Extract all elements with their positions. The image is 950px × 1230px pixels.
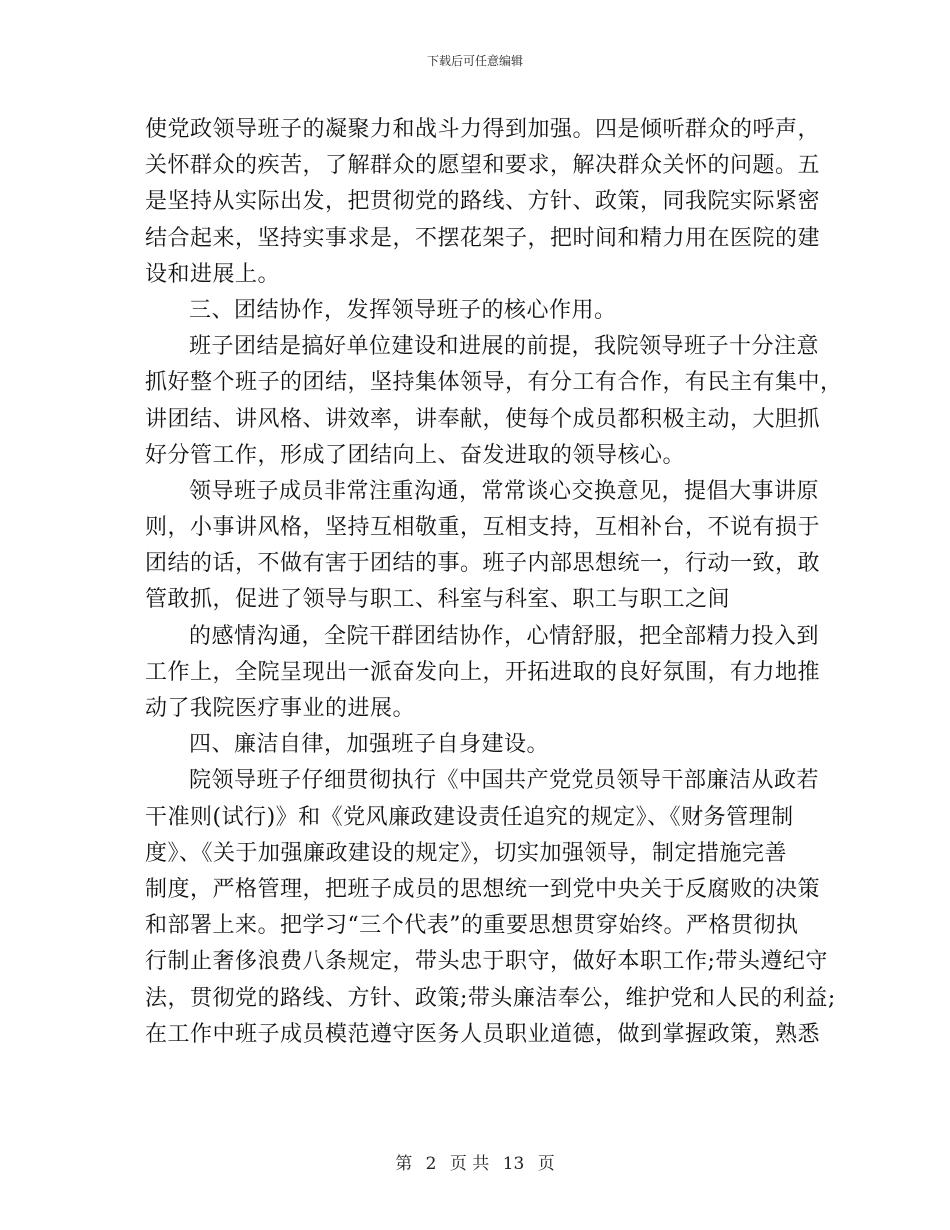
text-line: 结合起来，坚持实事求是，不摆花架子，把时间和精力用在医院的建 <box>145 225 821 251</box>
text-line: 使党政领导班子的凝聚力和战斗力得到加强。四是倾听群众的呼声， <box>145 117 821 142</box>
text-line: 管敢抓，促进了领导与职工、科室与科室、职工与职工之间 <box>145 587 731 613</box>
page-footer <box>0 1153 950 1175</box>
text-line: 领导班子成员非常注重沟通，常常谈心交换意见，提倡大事讲原 <box>189 478 820 504</box>
text-line: 设和进展上。 <box>145 261 281 287</box>
text-line: 在工作中班子成员模范遵守医务人员职业道德，做到掌握政策，熟悉 <box>145 1021 821 1047</box>
text-line: 院领导班子仔细贯彻执行《中国共产党党员领导干部廉洁从政若 <box>189 768 820 794</box>
text-line: 法，贯彻党的路线、方针、政策;带头廉洁奉公，维护党和人民的利益; <box>145 985 836 1011</box>
page-header: 下载后可任意编辑 <box>426 54 523 68</box>
text-line: 动了我院医疗事业的进展。 <box>145 696 416 721</box>
footer-page-number: 2 <box>425 1154 437 1174</box>
footer-middle: 页 共 <box>449 1154 490 1174</box>
footer-prefix: 第 <box>395 1154 413 1174</box>
text-line: 好分管工作，形成了团结向上、奋发进取的领导核心。 <box>145 442 686 468</box>
text-line: 讲团结、讲风格、讲效率，讲奉献，使每个成员都积极主动，大胆抓 <box>145 406 821 432</box>
text-line: 是坚持从实际出发，把贯彻党的路线、方针、政策，同我院实际紧密 <box>145 189 821 215</box>
text-line: 关怀群众的疾苦，了解群众的愿望和要求，解决群众关怀的问题。五 <box>145 153 821 179</box>
text-line: 抓好整个班子的团结，坚持集体领导，有分工有合作，有民主有集中， <box>145 370 843 396</box>
footer-suffix: 页 <box>537 1154 555 1174</box>
text-line: 三、团结协作，发挥领导班子的核心作用。 <box>189 297 617 323</box>
text-line: 团结的话，不做有害于团结的事。班子内部思想统一，行动一致，敢 <box>145 551 821 577</box>
text-line: 四、廉洁自律，加强班子自身建设。 <box>189 732 550 758</box>
text-line: 度》、《关于加强廉政建设的规定》，切实加强领导，制定措施完善 <box>145 840 788 866</box>
text-line: 班子团结是搞好单位建设和进展的前提，我院领导班子十分注意 <box>189 334 820 360</box>
text-line: 行制止奢侈浪费八条规定，带头忠于职守，做好本职工作;带头遵纪守 <box>145 949 828 975</box>
text-line: 制度，严格管理，把班子成员的思想统一到党中央关于反腐败的决策 <box>145 876 821 902</box>
document-body <box>145 112 843 1053</box>
text-line: 和部署上来。把学习“三个代表”的重要思想贯穿始终。严格贯彻执 <box>145 913 799 939</box>
text-line: 干准则(试行)》和《党风廉政建设责任追究的规定》、《财务管理制 <box>145 804 794 830</box>
footer-total-pages: 13 <box>502 1154 525 1174</box>
text-line: 的感情沟通，全院干群团结协作，心情舒服，把全部精力投入到 <box>189 623 820 649</box>
text-line: 工作上，全院呈现出一派奋发向上，开拓进取的良好氛围，有力地推 <box>145 659 821 685</box>
text-line: 则，小事讲风格，坚持互相敬重，互相支持，互相补台，不说有损于 <box>145 515 821 541</box>
